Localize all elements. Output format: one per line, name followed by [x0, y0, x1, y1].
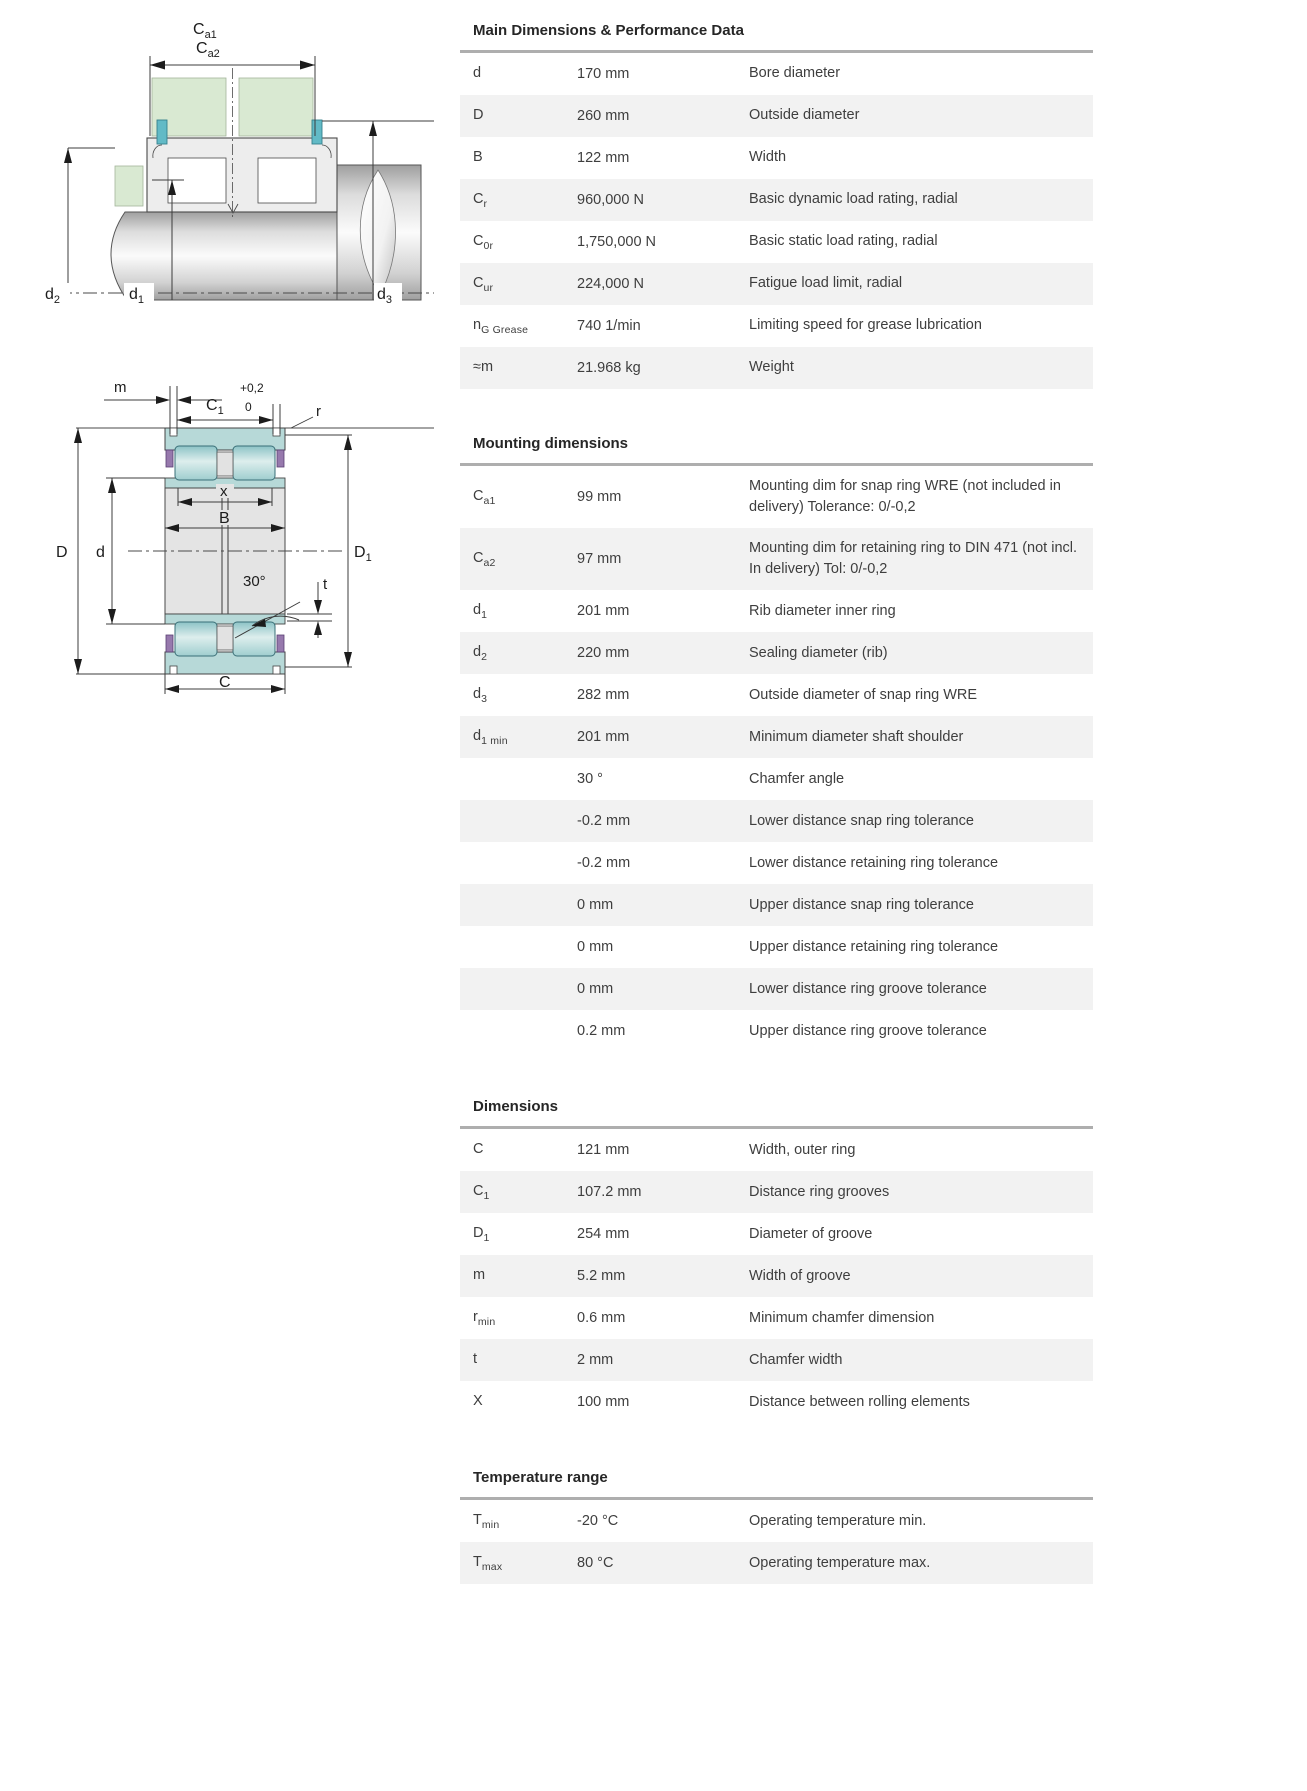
- symbol-cell: $C_{a2}$: [473, 549, 496, 569]
- symbol-cell: $C_{0r}$: [473, 232, 494, 252]
- description-cell: Width: [749, 149, 787, 166]
- label-ca1: $C_{a1}$: [193, 21, 217, 41]
- section-main-dimensions: [460, 0, 1093, 389]
- description-cell: Basic dynamic load rating, radial: [749, 191, 958, 208]
- value-cell: 201 mm: [577, 603, 630, 620]
- table-row: [460, 263, 1093, 305]
- table-row: [460, 179, 1093, 221]
- table-body: [460, 1497, 1093, 1584]
- table-row: [460, 1010, 1093, 1052]
- value-cell: -20 °C: [577, 1513, 619, 1530]
- value-cell: 97 mm: [577, 551, 622, 568]
- label-D1: $D_1$: [354, 544, 372, 564]
- description-cell: Weight: [749, 359, 794, 376]
- symbol-cell: $T_{min}$: [473, 1511, 500, 1531]
- description-cell: Minimum chamfer dimension: [749, 1309, 935, 1326]
- value-cell: 2 mm: [577, 1352, 614, 1369]
- seal-right: [277, 450, 284, 467]
- value-cell: 80 °C: [577, 1555, 614, 1572]
- table-row: [460, 1171, 1093, 1213]
- bearing-dimension-diagram: [0, 376, 440, 706]
- section-title: Temperature range: [473, 1469, 608, 1487]
- table-body: [460, 463, 1093, 1052]
- table-row: [460, 926, 1093, 968]
- symbol-cell: $T_{max}$: [473, 1553, 503, 1573]
- symbol-cell: $r_{min}$: [473, 1308, 496, 1328]
- seal-left: [166, 450, 173, 467]
- value-cell: 254 mm: [577, 1226, 630, 1243]
- table-row: [460, 1297, 1093, 1339]
- table-row: [460, 1339, 1093, 1381]
- value-cell: 122 mm: [577, 150, 630, 166]
- symbol-cell: d: [473, 64, 482, 81]
- description-cell: Diameter of groove: [749, 1225, 873, 1242]
- description-cell: Upper distance retaining ring tolerance: [749, 938, 999, 955]
- ring-groove-right: [273, 428, 280, 436]
- description-cell: Distance ring grooves: [749, 1183, 890, 1200]
- value-cell: 30 °: [577, 771, 603, 788]
- symbol-cell: $d_1$: [473, 601, 488, 621]
- table-row: [460, 884, 1093, 926]
- section-temperature-range: [460, 1423, 1093, 1584]
- label-x: x: [220, 483, 228, 500]
- label-ca2: $C_{a2}$: [196, 40, 220, 60]
- description-cell: Bore diameter: [749, 65, 841, 82]
- table-row: [460, 758, 1093, 800]
- value-cell: 0 mm: [577, 897, 614, 914]
- section-dimensions: [460, 1052, 1093, 1423]
- description-cell: Outside diameter: [749, 107, 860, 124]
- description-cell: Lower distance retaining ring tolerance: [749, 854, 999, 871]
- roller-right: [233, 446, 275, 480]
- description-cell: Operating temperature max.: [749, 1554, 931, 1571]
- roller-right: [258, 158, 316, 203]
- description-cell: Sealing diameter (rib): [749, 644, 888, 661]
- value-cell: 100 mm: [577, 1394, 630, 1411]
- label-angle: 30°: [243, 573, 266, 590]
- table-row: [460, 674, 1093, 716]
- value-cell: 21.968 kg: [577, 360, 641, 376]
- value-cell: 282 mm: [577, 687, 630, 704]
- description-cell: Outside diameter of snap ring WRE: [749, 686, 978, 703]
- table-row: [460, 466, 1093, 528]
- value-cell: 260 mm: [577, 108, 630, 124]
- table-row: [460, 1255, 1093, 1297]
- symbol-cell: ≈m: [473, 358, 494, 375]
- table-row: [460, 347, 1093, 389]
- value-cell: 0 mm: [577, 981, 614, 998]
- bearing-top-half: [165, 428, 285, 488]
- label-c1-tol-lower: 0: [245, 400, 252, 414]
- value-cell: 170 mm: [577, 66, 630, 82]
- bearing-bottom-half: [165, 614, 285, 674]
- description-cell: Basic static load rating, radial: [749, 233, 938, 250]
- table-row: [460, 632, 1093, 674]
- value-cell: 0 mm: [577, 939, 614, 956]
- label-d3: $d_3$: [377, 286, 393, 306]
- label-c1-tol-upper: +0,2: [240, 381, 264, 395]
- value-cell: 0.6 mm: [577, 1310, 626, 1327]
- value-cell: 960,000 N: [577, 192, 644, 208]
- symbol-cell: $C_1$: [473, 1182, 490, 1202]
- symbol-cell: X: [473, 1392, 483, 1409]
- value-cell: -0.2 mm: [577, 813, 631, 830]
- value-cell: -0.2 mm: [577, 855, 631, 872]
- value-cell: 5.2 mm: [577, 1268, 626, 1285]
- description-cell: Limiting speed for grease lubrication: [749, 317, 982, 334]
- section-title: Mounting dimensions: [473, 435, 628, 452]
- symbol-cell: B: [473, 148, 483, 165]
- dim-D: [74, 428, 165, 674]
- symbol-cell: C: [473, 1140, 484, 1157]
- label-B: B: [219, 510, 230, 527]
- symbol-cell: $d_2$: [473, 643, 488, 663]
- section-mounting-dimensions: [460, 389, 1093, 1052]
- description-cell: Upper distance snap ring tolerance: [749, 896, 974, 913]
- dim-d2: [64, 148, 115, 300]
- value-cell: 107.2 mm: [577, 1184, 642, 1201]
- table-row: [460, 305, 1093, 347]
- label-t: t: [323, 576, 328, 593]
- description-cell: Mounting dim for snap ring WRE (not included in delivery) Tolerance: 0/-0,2: [749, 478, 1061, 516]
- label-D: D: [56, 544, 68, 561]
- symbol-cell: $d_{1 min}$: [473, 727, 508, 747]
- table-body: [460, 50, 1093, 389]
- symbol-cell: $C_{ur}$: [473, 274, 494, 294]
- description-cell: Fatigue load limit, radial: [749, 275, 903, 292]
- value-cell: 220 mm: [577, 645, 630, 662]
- label-d2: $d_2$: [45, 286, 61, 306]
- technical-diagrams: [0, 0, 450, 760]
- value-cell: 1,750,000 N: [577, 234, 657, 250]
- label-c1: $C_1$: [206, 397, 224, 417]
- table-row: [460, 528, 1093, 590]
- description-cell: Operating temperature min.: [749, 1512, 927, 1529]
- description-cell: Minimum diameter shaft shoulder: [749, 728, 964, 745]
- description-cell: Width of groove: [749, 1267, 851, 1284]
- description-cell: Lower distance ring groove tolerance: [749, 980, 987, 997]
- symbol-cell: $C_r$: [473, 190, 488, 210]
- value-cell: 201 mm: [577, 729, 630, 746]
- roller-left: [175, 446, 217, 480]
- value-cell: 99 mm: [577, 489, 622, 506]
- description-cell: Chamfer angle: [749, 770, 845, 787]
- value-cell: 224,000 N: [577, 276, 644, 292]
- symbol-cell: $d_3$: [473, 685, 488, 705]
- table-row: [460, 590, 1093, 632]
- label-C: C: [219, 674, 231, 691]
- description-cell: Chamfer width: [749, 1351, 843, 1368]
- label-r: r: [316, 403, 321, 420]
- description-cell: Upper distance ring groove tolerance: [749, 1022, 987, 1039]
- table-row: [460, 800, 1093, 842]
- table-body: [460, 1126, 1093, 1423]
- description-cell: Mounting dim for retaining ring to DIN 471 (not incl. In delivery) Tol: 0/-0,2: [749, 540, 1078, 578]
- symbol-cell: $n_{G Grease}$: [473, 316, 529, 336]
- label-m: m: [114, 379, 127, 396]
- bearing-mounting-diagram: [0, 8, 440, 338]
- table-row: [460, 1129, 1093, 1171]
- table-row: [460, 968, 1093, 1010]
- description-cell: Lower distance snap ring tolerance: [749, 812, 974, 829]
- table-row: [460, 221, 1093, 263]
- bearing-section: [147, 138, 337, 213]
- symbol-cell: D: [473, 106, 484, 123]
- ring-groove-left: [170, 428, 177, 436]
- table-row: [460, 95, 1093, 137]
- value-cell: 740 1/min: [577, 318, 641, 334]
- section-title: Main Dimensions & Performance Data: [473, 22, 744, 39]
- description-cell: Rib diameter inner ring: [749, 602, 896, 619]
- symbol-cell: $D_1$: [473, 1224, 490, 1244]
- table-row: [460, 842, 1093, 884]
- label-d: d: [96, 544, 105, 561]
- symbol-cell: t: [473, 1350, 478, 1367]
- table-row: [460, 137, 1093, 179]
- table-row: [460, 1542, 1093, 1584]
- symbol-cell: m: [473, 1266, 486, 1283]
- table-row: [460, 1381, 1093, 1423]
- description-cell: Width, outer ring: [749, 1141, 856, 1158]
- spec-tables: [460, 0, 1093, 1584]
- table-row: [460, 1500, 1093, 1542]
- table-row: [460, 53, 1093, 95]
- label-d1: $d_1$: [129, 286, 145, 306]
- table-row: [460, 1213, 1093, 1255]
- description-cell: Distance between rolling elements: [749, 1393, 970, 1410]
- symbol-cell: $C_{a1}$: [473, 487, 496, 507]
- value-cell: 0.2 mm: [577, 1023, 626, 1040]
- value-cell: 121 mm: [577, 1142, 630, 1159]
- section-title: Dimensions: [473, 1098, 559, 1116]
- table-row: [460, 716, 1093, 758]
